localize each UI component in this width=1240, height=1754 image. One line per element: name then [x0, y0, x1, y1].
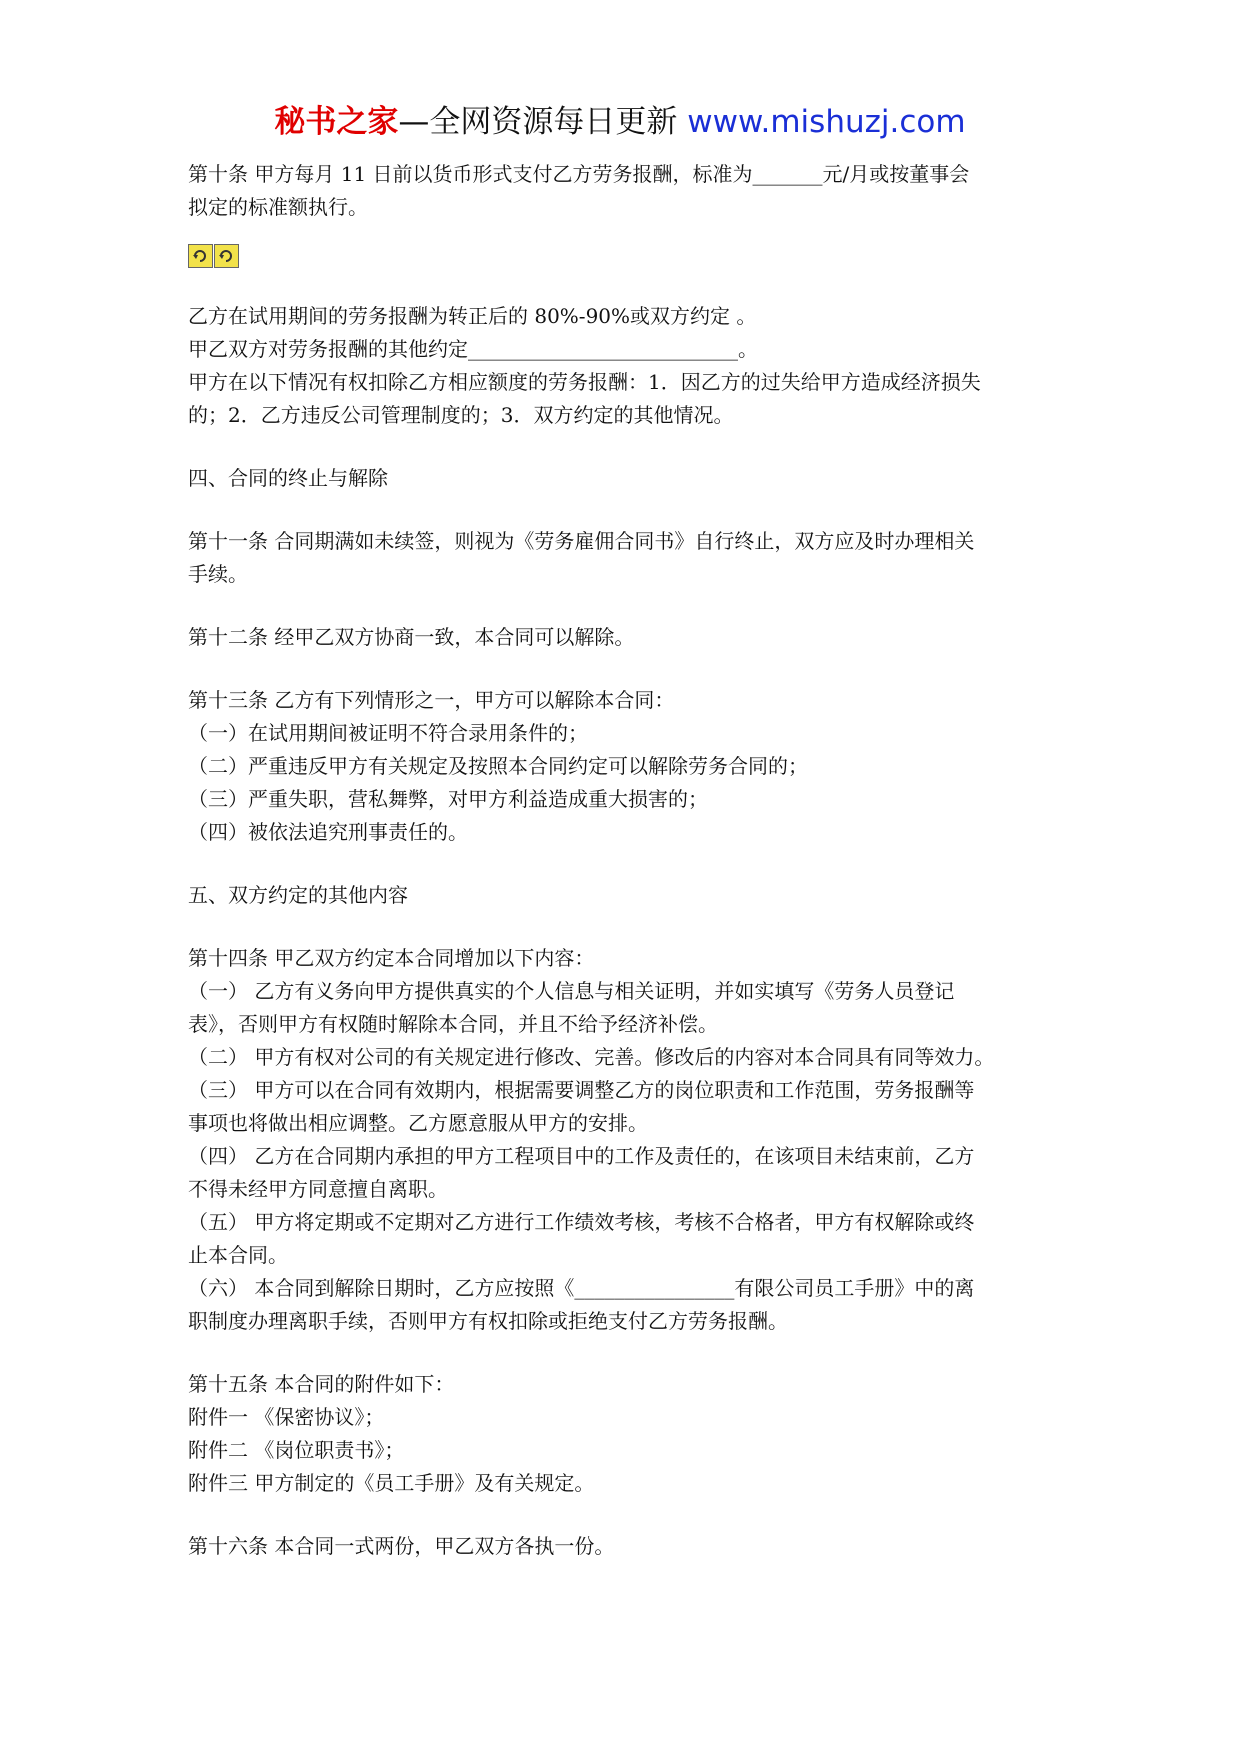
attachment-2: 附件二 《岗位职责书》；: [188, 1438, 405, 1462]
article-13-item-1: （一）在试用期间被证明不符合录用条件的；: [188, 721, 588, 745]
article-14-item-1-line-1: （一） 乙方有义务向甲方提供真实的个人信息与相关证明，并如实填写《劳务人员登记: [188, 979, 955, 1003]
article-15: 第十五条 本合同的附件如下：: [188, 1372, 455, 1396]
deduction-line-2: 的；2．乙方违反公司管理制度的；3．双方约定的其他情况。: [188, 403, 734, 427]
article-14-item-2: （二） 甲方有权对公司的有关规定进行修改、完善。修改后的内容对本合同具有同等效力。: [188, 1045, 995, 1069]
article-14-item-6-line-2: 职制度办理离职手续，否则甲方有权扣除或拒绝支付乙方劳务报酬。: [188, 1309, 788, 1333]
probation-pay-line: 乙方在试用期间的劳务报酬为转正后的 80%-90%或双方约定 。: [188, 304, 757, 328]
article-16: 第十六条 本合同一式两份，甲乙双方各执一份。: [188, 1534, 615, 1558]
article-11-line-1: 第十一条 合同期满如未续签，则视为《劳务雇佣合同书》自行终止，双方应及时办理相关: [188, 529, 975, 553]
article-14-item-6-line-1: （六） 本合同到解除日期时，乙方应按照《________________有限公司员工手册》中的离: [188, 1276, 975, 1300]
article-14-item-3-line-1: （三） 甲方可以在合同有效期内，根据需要调整乙方的岗位职责和工作范围，劳务报酬等: [188, 1078, 975, 1102]
article-14-item-5-line-1: （五） 甲方将定期或不定期对乙方进行工作绩效考核，考核不合格者，甲方有权解除或终: [188, 1210, 975, 1234]
article-11-line-2: 手续。: [188, 562, 248, 586]
banner-url-link[interactable]: www.mishuzj.com: [687, 104, 966, 140]
attachment-3: 附件三 甲方制定的《员工手册》及有关规定。: [188, 1471, 595, 1495]
refresh-icon: [214, 244, 239, 268]
banner-slogan: —全网资源每日更新: [398, 104, 688, 140]
article-14-item-5-line-2: 止本合同。: [188, 1243, 288, 1267]
section-5-heading: 五、双方约定的其他内容: [188, 883, 408, 907]
article-13-item-2: （二）严重违反甲方有关规定及按照本合同约定可以解除劳务合同的；: [188, 754, 808, 778]
article-14-item-3-line-2: 事项也将做出相应调整。乙方愿意服从甲方的安排。: [188, 1111, 648, 1135]
article-14-item-1-line-2: 表》，否则甲方有权随时解除本合同，并且不给予经济补偿。: [188, 1012, 718, 1036]
article-10-line-1: 第十条 甲方每月 11 日前以货币形式支付乙方劳务报酬，标准为_______元/月或按董事会: [188, 162, 970, 186]
article-14: 第十四条 甲乙双方约定本合同增加以下内容：: [188, 946, 595, 970]
embedded-icons: [188, 224, 1068, 270]
article-10-line-2: 拟定的标准额执行。: [188, 195, 368, 219]
article-13: 第十三条 乙方有下列情形之一，甲方可以解除本合同：: [188, 688, 675, 712]
site-banner: [0, 102, 1240, 142]
article-13-item-3: （三）严重失职，营私舞弊，对甲方利益造成重大损害的；: [188, 787, 708, 811]
banner-brand: 秘书之家: [274, 104, 399, 140]
article-13-item-4: （四）被依法追究刑事责任的。: [188, 820, 468, 844]
section-4-heading: 四、合同的终止与解除: [188, 466, 388, 490]
article-12: 第十二条 经甲乙双方协商一致，本合同可以解除。: [188, 625, 635, 649]
refresh-icon: [188, 244, 213, 268]
attachment-1: 附件一 《保密协议》；: [188, 1405, 385, 1429]
deduction-line-1: 甲方在以下情况有权扣除乙方相应额度的劳务报酬：1．因乙方的过失给甲方造成经济损失: [188, 370, 981, 394]
document-body: [188, 158, 1068, 1563]
article-14-item-4-line-1: （四） 乙方在合同期内承担的甲方工程项目中的工作及责任的，在该项目未结束前，乙方: [188, 1144, 975, 1168]
other-pay-agreement-line: 甲乙双方对劳务报酬的其他约定___________________________。: [188, 337, 758, 361]
article-14-item-4-line-2: 不得未经甲方同意擅自离职。: [188, 1177, 448, 1201]
